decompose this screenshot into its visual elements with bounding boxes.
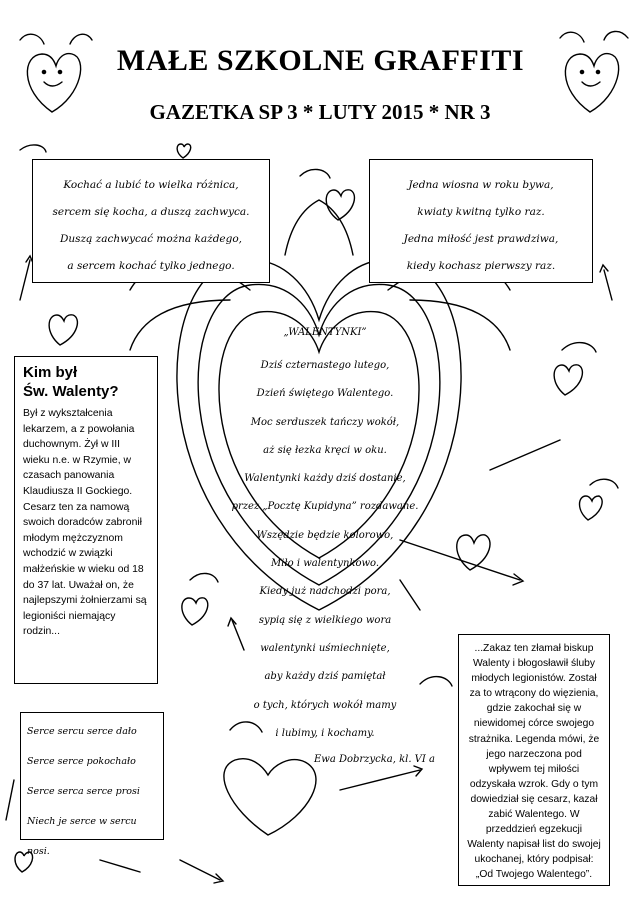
poem-line: a sercem kochać tylko jednego. bbox=[67, 260, 235, 272]
poem-author: Ewa Dobrzycka, kl. VI a bbox=[313, 754, 435, 766]
legend-continuation-box bbox=[458, 634, 610, 886]
poem-line: Kiedy już nadchodzi pora, bbox=[259, 586, 391, 598]
poem-line: Serce serce pokochało bbox=[27, 756, 136, 767]
poem-line: Duszą zachwycać można każdego, bbox=[59, 233, 243, 245]
poem-line: przez „Pocztę Kupidyna” rozdawane. bbox=[231, 501, 419, 513]
box-heading: Kim był bbox=[23, 364, 78, 381]
box-text: Był z wykształcenia lekarzem, a z powołania duchownym. Żył w III wieku n.e. w Rzymie, w czasach panowania Klaudiusza II Gockiego. Cesarz ten za namową swoich doradców zabronił młodym mężczyznom wchodzić w związki małżeńskie w wieku od 18 do 37 lat. Uważał on, że najlepszymi żołnierzami są legioniści niemający rodzin... bbox=[23, 408, 147, 638]
poem-line: aby każdy dziś pamiętał bbox=[264, 671, 386, 683]
poem-line: Serce serca serce prosi bbox=[27, 786, 140, 797]
poem-left-box bbox=[32, 159, 270, 283]
poem-line: walentynki uśmiechnięte, bbox=[260, 642, 390, 654]
poem-line: sercem się kocha, a duszą zachwyca. bbox=[52, 206, 250, 218]
poem-right-box bbox=[369, 159, 593, 283]
poem-line: Jedna miłość jest prawdziwa, bbox=[403, 233, 559, 245]
box-text: ...Zakaz ten złamał biskup Walenty i błogosławił śluby młodych legionistów. Został za to wtrącony do więzienia, gdzie zakochał się w niewidomej córce swojego strażnika. Legenda mówi, że jego narzeczona pod wpływem tej miłości odzyskała wzrok. Gdy o tym dowiedział się cesarz, kazał zabić Walentego. W przeddzień egzekucji Walenty napisał list do swojej ukochanej, który podpisał: „Od Twojego Walentego”. bbox=[467, 643, 601, 881]
poem-line: kiedy kochasz pierwszy raz. bbox=[406, 260, 556, 272]
page-subtitle: GAZETKA SP 3 * LUTY 2015 * NR 3 bbox=[149, 100, 491, 124]
poem-line: i lubimy, i kochamy. bbox=[275, 727, 375, 739]
poem-line: o tych, których wokół mamy bbox=[253, 699, 397, 711]
page-title: MAŁE SZKOLNE GRAFFITI bbox=[116, 44, 525, 77]
box-heading: Św. Walenty? bbox=[23, 383, 119, 400]
poem-line: kwiaty kwitną tylko raz. bbox=[417, 206, 545, 218]
poem-line: Jedna wiosna w roku bywa, bbox=[408, 179, 554, 191]
winged-heart-icon bbox=[560, 31, 628, 112]
serce-poem-box bbox=[20, 712, 164, 857]
saint-valentine-box bbox=[14, 356, 158, 684]
walentynki-poem bbox=[205, 326, 445, 772]
poem-line: Wszędzie będzie kolorowo, bbox=[256, 529, 394, 541]
poem-line: Serce sercu serce dało bbox=[27, 726, 137, 737]
poem-line: Moc serduszek tańczy wokół, bbox=[250, 416, 400, 428]
poem-line: Kochać a lubić to wielka różnica, bbox=[63, 179, 239, 191]
poem-line: Niech je serce w sercu nosi. bbox=[27, 816, 137, 857]
winged-heart-icon bbox=[20, 34, 92, 112]
poem-line: Dziś czternastego lutego, bbox=[260, 360, 390, 371]
poem-line: sypią się z wielkiego wora bbox=[258, 614, 392, 626]
poem-line: Dzień świętego Walentego. bbox=[256, 388, 394, 400]
poem-title: „WALENTYNKI” bbox=[283, 327, 367, 338]
poem-line: Walentynki każdy dziś dostanie, bbox=[244, 473, 406, 485]
poem-line: Miło i walentynkowo. bbox=[270, 558, 380, 570]
poem-line: aż się łezka kręci w oku. bbox=[263, 444, 387, 456]
